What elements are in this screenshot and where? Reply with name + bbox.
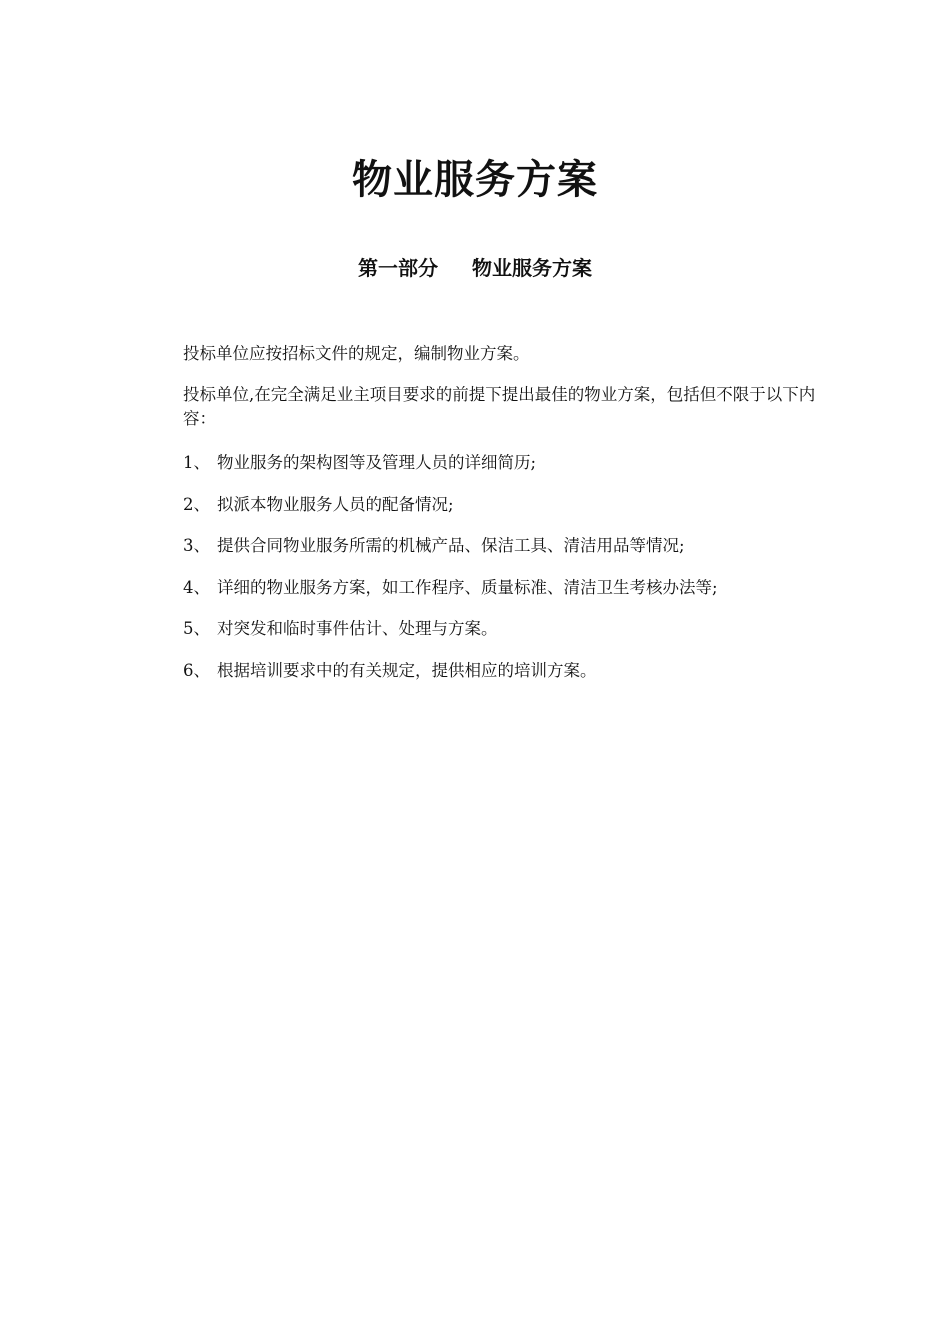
list-item-number: 1、 — [183, 453, 210, 472]
list-item-number: 2、 — [183, 494, 210, 514]
requirements-list — [183, 451, 823, 700]
intro-paragraph-1: 投标单位应按招标文件的规定，编制物业方案。 — [183, 344, 530, 363]
section-heading — [0, 252, 950, 284]
list-item — [183, 493, 823, 517]
list-item — [183, 617, 823, 641]
section-name: 物业服务方案 — [472, 256, 592, 280]
list-item — [183, 659, 823, 683]
list-item-text: 对突发和临时事件估计、处理与方案。 — [217, 619, 498, 638]
list-item-text: 拟派本物业服务人员的配备情况; — [217, 494, 454, 514]
section-part: 第一部分 — [358, 256, 438, 280]
list-item-number: 6、 — [183, 660, 210, 680]
list-item — [183, 534, 823, 558]
list-item — [183, 576, 823, 600]
intro-paragraph-2: 投标单位,在完全满足业主项目要求的前提下提出最佳的物业方案，包括但不限于以下内容： — [183, 385, 816, 428]
list-item-text: 提供合同物业服务所需的机械产品、保洁工具、清洁用品等情况; — [217, 536, 685, 555]
list-item-text: 详细的物业服务方案，如工作程序、质量标准、清洁卫生考核办法等; — [217, 577, 718, 597]
list-item-text: 物业服务的架构图等及管理人员的详细简历; — [217, 453, 537, 472]
list-item-number: 4、 — [183, 577, 210, 597]
list-item — [183, 451, 823, 475]
list-item-text: 根据培训要求中的有关规定，提供相应的培训方案。 — [217, 660, 597, 680]
list-item-number: 3、 — [183, 536, 210, 555]
list-item-number: 5、 — [183, 619, 210, 638]
document-title: 物业服务方案 — [352, 157, 598, 203]
